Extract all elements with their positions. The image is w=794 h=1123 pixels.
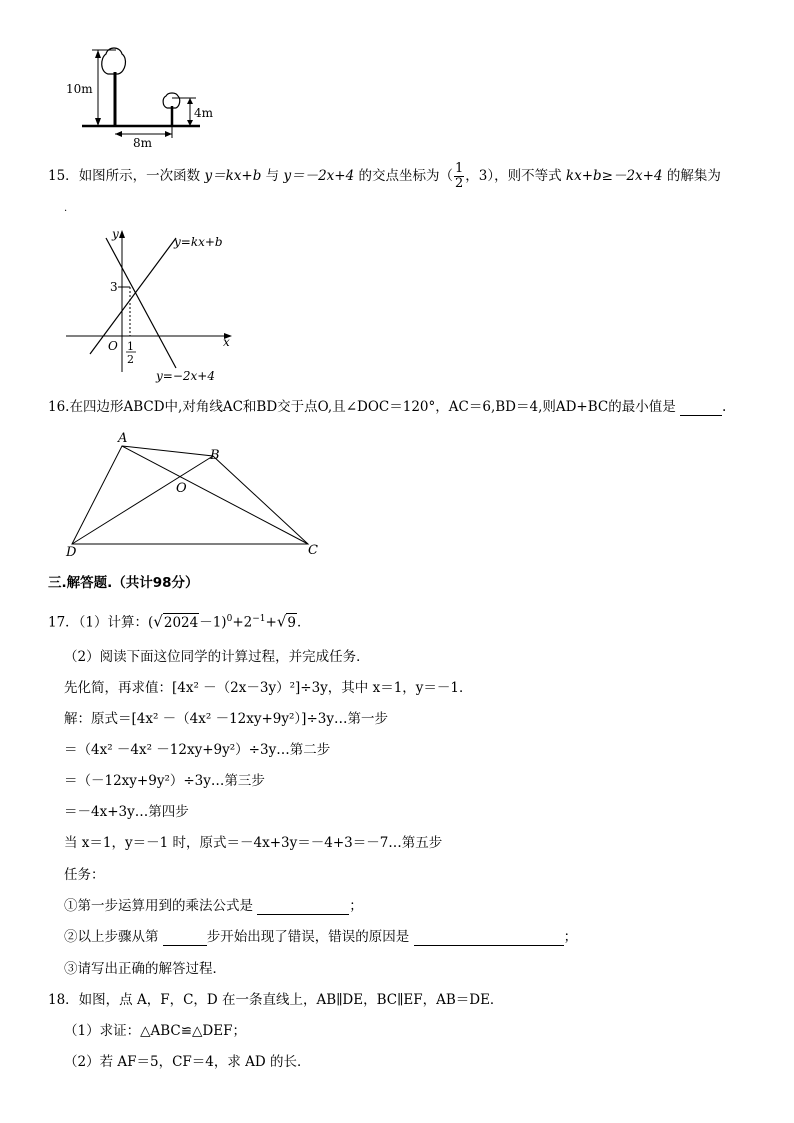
q17-task3: ③请写出正确的解答过程． — [64, 961, 226, 977]
label-4m: 4m — [194, 106, 214, 120]
q15-text: 15．如图所示，一次函数 y＝kx+b 与 y＝－2x+4 的交点坐标为（ $\frac{1}{2}$ ，3），则不等式 kx+b≥－2x+4 的解集为 — [48, 161, 721, 191]
tick-label-3: 3 — [110, 280, 118, 294]
line-kx-plus-b — [90, 238, 176, 354]
tick-label-half-num: 1 — [127, 340, 134, 353]
y-axis-label: y — [112, 227, 119, 241]
q17-part1: 17．（1）计算：$(√2024-1)^0+2^{-1}+√9$． — [48, 612, 311, 631]
origin-label: O — [108, 339, 118, 353]
q17-step2: ＝（4x² －4x² －12xy+9y²）÷3y…第二步 — [64, 742, 331, 758]
q16-answer-blank[interactable] — [680, 401, 722, 416]
vertex-C: C — [308, 543, 318, 558]
task1-answer-blank[interactable] — [257, 900, 349, 915]
x-axis-label: x — [223, 335, 230, 349]
q15-number: 15． — [48, 168, 79, 184]
q17-task-label: 任务： — [64, 867, 105, 883]
q17-part2-intro: （2）阅读下面这位同学的计算过程，并完成任务． — [64, 649, 370, 665]
q17-step4: ＝－4x+3y…第四步 — [64, 804, 189, 820]
task2-step-blank[interactable] — [163, 931, 207, 946]
q18-part1: （1）求证：△ABC≌△DEF； — [64, 1023, 246, 1039]
q17-task2: ②以上步骤从第 步开始出现了错误，错误的原因是 ； — [64, 929, 578, 945]
q17-problem: 先化简，再求值：[4x² －（2x－3y）²]÷3y，其中 x＝1，y＝－1． — [64, 680, 473, 696]
q15-answer-dot: . — [64, 203, 68, 214]
q15-formula-2: y＝－2x+4 — [283, 168, 355, 184]
task2-reason-blank[interactable] — [414, 931, 564, 946]
label-8m: 8m — [133, 136, 153, 150]
q18-part2: （2）若 AF＝5，CF＝4，求 AD 的长． — [64, 1054, 311, 1070]
q17-task1: ①第一步运算用到的乘法公式是 ； — [64, 898, 363, 914]
q17-step1: 解：原式＝[4x² －（4x² －12xy+9y²）]÷3y…第一步 — [64, 711, 388, 727]
vertex-D: D — [66, 545, 77, 560]
short-tree-crown — [163, 93, 180, 108]
q15-formula-1: y＝kx+b — [204, 168, 262, 184]
vertex-B: B — [210, 448, 220, 463]
quad-ABCD — [72, 446, 308, 544]
tick-label-half-den: 2 — [127, 353, 134, 366]
q16-quadrilateral — [60, 426, 330, 560]
label-line-1: y=kx+b — [174, 235, 223, 249]
q17-step5: 当 x＝1，y＝－1 时，原式＝－4x+3y＝－4+3＝－7…第五步 — [64, 835, 443, 851]
point-O: O — [176, 481, 187, 496]
q16-text: 16.在四边形ABCD中,对角线AC和BD交于点O,且∠DOC＝120°，AC＝6,BD＝4,则AD+BC的最小值是 . — [48, 399, 727, 415]
q15-inequality: kx+b≥－2x+4 — [565, 168, 663, 184]
diagonal-BD — [72, 456, 213, 544]
tall-tree-crown — [102, 48, 126, 74]
q18-intro: 18．如图，点 A，F，C，D 在一条直线上，AB∥DE，BC∥EF，AB＝DE． — [48, 992, 504, 1008]
tree-height-figure — [60, 44, 214, 150]
label-10m: 10m — [66, 82, 93, 96]
label-line-2: y=−2x+4 — [156, 369, 215, 383]
section-heading: 三.解答题.（共计98分） — [48, 575, 199, 591]
q15-graph — [62, 224, 242, 384]
vertex-A: A — [118, 431, 128, 446]
q17-step3: ＝（－12xy+9y²）÷3y…第三步 — [64, 773, 265, 789]
q15-fraction: $\frac{1}{2}$ — [454, 161, 464, 191]
